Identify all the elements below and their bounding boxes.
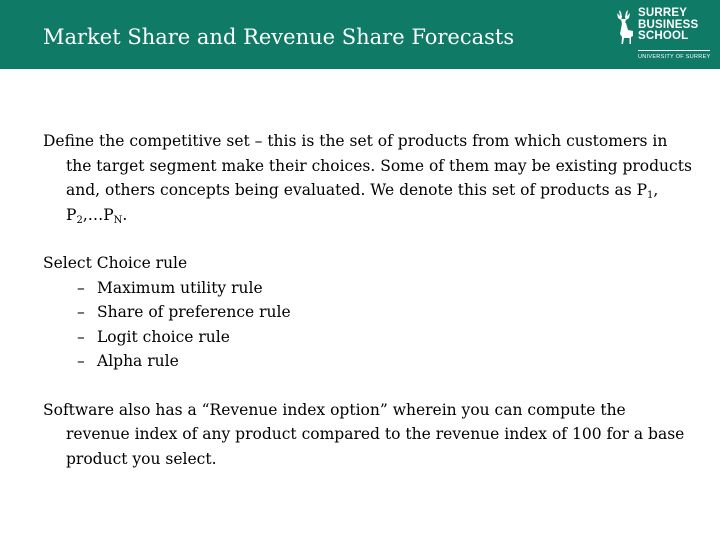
list-item (77, 325, 693, 350)
subscript-1: 1 (647, 190, 654, 201)
logo-subtitle: UNIVERSITY OF SURREY (638, 54, 711, 60)
choice-rule-list (43, 276, 693, 374)
page-title: Market Share and Revenue Share Forecasts (43, 25, 515, 49)
logo-divider (638, 50, 710, 51)
logo-line-2: BUSINESS (638, 18, 699, 31)
subscript-n: N (113, 214, 123, 226)
choice-rule-section (43, 251, 693, 374)
period: . (122, 205, 128, 224)
dash-bullet: – (77, 327, 85, 346)
logo-line-3: SCHOOL (638, 30, 689, 42)
list-item (77, 276, 693, 301)
list-item-label: Maximum utility rule (97, 278, 263, 297)
list-item (77, 349, 693, 374)
dash-bullet: – (77, 303, 85, 321)
header-bar (0, 0, 720, 69)
separator-2: ,…P (82, 205, 114, 224)
dash-bullet: – (77, 278, 85, 297)
logo-wordmark (638, 8, 698, 43)
slide-body (43, 129, 693, 471)
list-item-label: Alpha rule (97, 352, 179, 370)
dash-bullet: – (77, 352, 85, 370)
choice-rule-heading: Select Choice rule (43, 254, 188, 272)
logo-line-1: SURREY (638, 7, 688, 19)
stag-icon (612, 8, 636, 48)
competitive-set-text: Define the competitive set – this is the set of products from which customers in the target segment make their choices. Some of them may be existing products and, others concepts being evaluated. We denote this set of products as P (43, 132, 692, 199)
surrey-business-school-logo (612, 6, 712, 64)
list-item-label: Share of preference rule (97, 303, 291, 321)
list-item-label: Logit choice rule (97, 327, 230, 346)
competitive-set-paragraph (43, 129, 693, 227)
revenue-index-paragraph: Software also has a “Revenue index option” wherein you can compute the revenue index of any product compared to the revenue index of 100 for a base product you select. (43, 400, 685, 468)
separator-1: , P (66, 181, 659, 224)
subscript-2: 2 (76, 214, 83, 226)
list-item (77, 300, 693, 325)
